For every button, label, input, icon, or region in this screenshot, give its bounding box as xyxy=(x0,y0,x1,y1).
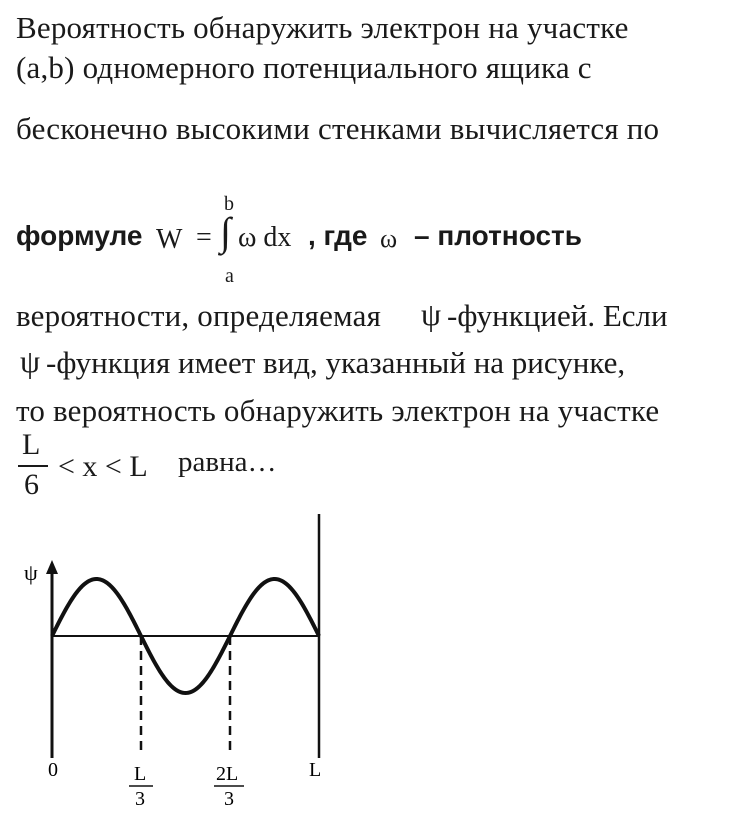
tick2-numerator: 2L xyxy=(216,763,239,785)
tick2-denominator: 3 xyxy=(224,788,234,810)
range-inequality: < x < L xyxy=(58,450,148,483)
formula-equals: = xyxy=(196,222,212,253)
omega-symbol: ω xyxy=(380,224,398,253)
psi-symbol-2: ψ xyxy=(20,343,41,379)
end-label-L: L xyxy=(309,759,322,781)
integral-sign: ∫ xyxy=(220,209,231,254)
tick1-numerator: L xyxy=(134,763,147,785)
text-line-5-prefix: вероятности, определяемая xyxy=(16,298,382,333)
text-line-7: то вероятность обнаружить электрон на участке xyxy=(16,393,660,428)
origin-label: 0 xyxy=(48,759,58,781)
formula-integrand: ω dx xyxy=(238,222,292,253)
integral-upper-limit: b xyxy=(224,193,234,215)
range-answer-prompt: равна… xyxy=(178,446,277,478)
formula-w: W xyxy=(156,224,183,255)
text-formula-prefix: формуле xyxy=(16,220,143,251)
text-line-5-suffix: -функцией. Если xyxy=(447,298,668,333)
range-numerator: L xyxy=(22,428,41,461)
text-density: – плотность xyxy=(414,220,582,251)
range-denominator: 6 xyxy=(24,468,39,501)
psi-symbol-1: ψ xyxy=(421,296,442,332)
y-axis-label: ψ xyxy=(24,560,38,585)
text-line-6: -функция имеет вид, указанный на рисунке, xyxy=(46,345,626,380)
tick1-denominator: 3 xyxy=(135,788,145,810)
integral-lower-limit: a xyxy=(225,265,234,287)
y-axis-arrow xyxy=(46,560,58,574)
text-line-1: Вероятность обнаружить электрон на участке xyxy=(16,10,629,45)
text-line-3: бесконечно высокими стенками вычисляется по xyxy=(16,111,660,146)
text-comma-where: , где xyxy=(308,220,368,251)
text-line-2: (a,b) одномерного потенциального ящика с xyxy=(16,50,592,85)
